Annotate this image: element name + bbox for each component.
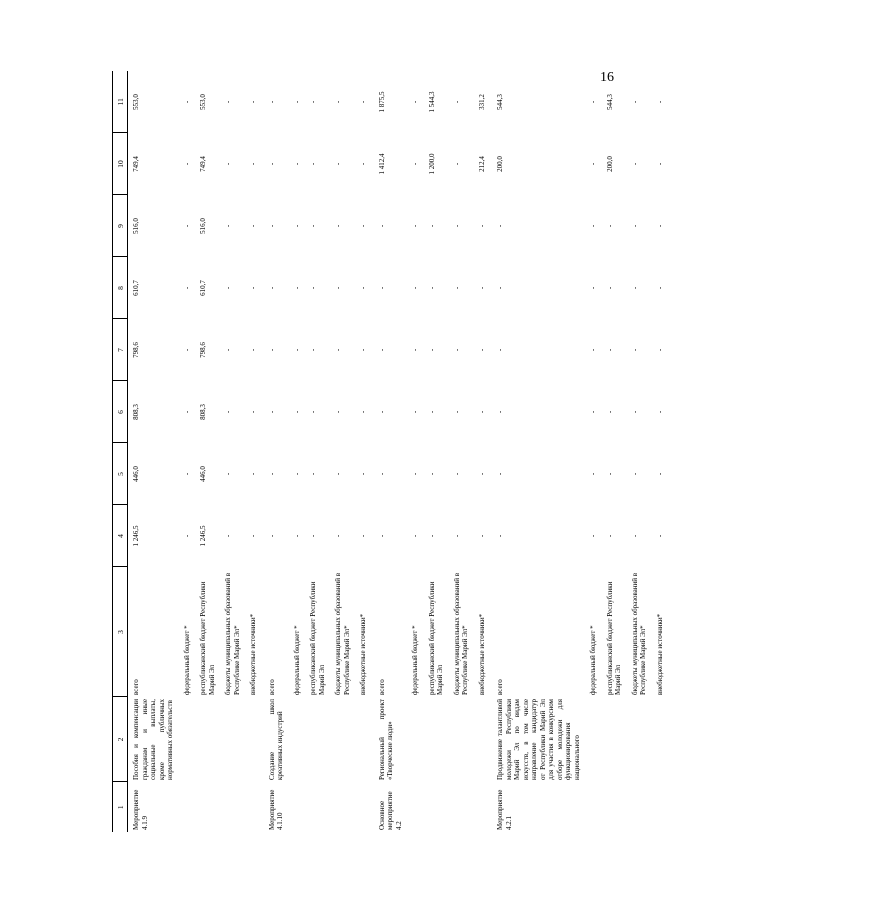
funding-source-cell: всего [132, 679, 140, 695]
row-code-cell [451, 782, 476, 832]
table-row [307, 71, 332, 832]
funding-source-cell: федеральный бюджет * [292, 625, 301, 695]
value-cell: - [359, 224, 367, 228]
value-cell: - [477, 472, 486, 476]
value-cell: - [334, 286, 342, 290]
value-cell: - [630, 410, 639, 414]
value-cell: - [334, 348, 342, 352]
value-cell: - [309, 286, 317, 290]
value-cell: - [477, 348, 486, 352]
row-name-cell [181, 697, 198, 782]
value-cell: - [292, 472, 301, 476]
value-cell: - [452, 348, 461, 352]
value-cell: - [224, 410, 232, 414]
value-cell: - [359, 410, 367, 414]
value-cell: - [496, 286, 504, 290]
value-cell: - [309, 348, 317, 352]
row-code-cell [629, 782, 654, 832]
value-cell: - [359, 286, 367, 290]
value-cell: - [267, 410, 276, 414]
table-row [654, 71, 671, 832]
table-row [357, 71, 374, 832]
value-cell: - [182, 100, 191, 104]
value-cell: - [630, 534, 639, 538]
value-cell: - [334, 410, 342, 414]
funding-source-cell: республиканский бюджет Республики Марий Эл [199, 581, 216, 695]
value-cell: - [477, 534, 486, 538]
value-cell: - [309, 472, 317, 476]
value-cell: - [292, 348, 301, 352]
funding-source-cell: федеральный бюджет * [182, 625, 191, 695]
value-cell: - [309, 162, 317, 166]
value-cell: - [655, 472, 664, 476]
value-cell: - [359, 100, 367, 104]
value-cell: - [589, 410, 597, 414]
value-cell: - [411, 472, 419, 476]
value-cell: - [359, 534, 367, 538]
funding-source-cell: всего [267, 679, 276, 695]
funding-source-cell: республиканский бюджет Республики Марий Эл [427, 581, 444, 695]
table-row [604, 71, 629, 832]
row-code-cell: Мероприятие 4.2.1 [496, 789, 513, 830]
value-cell: 798,6 [132, 342, 140, 358]
value-cell: - [249, 224, 257, 228]
row-name-cell [654, 697, 671, 782]
value-cell: 610,7 [199, 280, 207, 296]
value-cell: - [427, 286, 436, 290]
row-name-cell [247, 697, 264, 782]
value-cell: - [377, 472, 386, 476]
value-cell: 544,3 [496, 94, 504, 110]
row-name-cell [307, 697, 332, 782]
row-name-cell [451, 697, 476, 782]
value-cell: - [292, 410, 301, 414]
value-cell: - [589, 224, 597, 228]
value-cell: - [182, 348, 191, 352]
table-row [332, 71, 357, 832]
funding-source-cell: внебюджетные источники* [249, 613, 257, 695]
value-cell: - [496, 534, 504, 538]
value-cell: - [267, 100, 276, 104]
value-cell: - [377, 410, 386, 414]
value-cell: - [182, 286, 191, 290]
row-code-cell: Мероприятие 4.1.10 [267, 789, 284, 830]
table-row [409, 71, 426, 832]
value-cell: - [292, 286, 301, 290]
value-cell: 516,0 [132, 218, 140, 234]
value-cell: - [605, 286, 614, 290]
value-cell: - [249, 410, 257, 414]
value-cell: - [655, 348, 664, 352]
value-cell: - [334, 162, 342, 166]
row-code-cell: Основное мероприятие 4.2 [377, 791, 403, 830]
row-code-cell [222, 782, 247, 832]
value-cell: - [427, 534, 436, 538]
value-cell: - [496, 472, 504, 476]
value-cell: - [605, 472, 614, 476]
value-cell: - [655, 534, 664, 538]
value-cell: - [292, 162, 301, 166]
funding-source-cell: федеральный бюджет * [589, 625, 597, 695]
value-cell: - [224, 472, 232, 476]
value-cell: - [605, 224, 614, 228]
value-cell: - [249, 348, 257, 352]
column-header: 10 [113, 133, 128, 195]
value-cell: - [224, 224, 232, 228]
value-cell: - [224, 162, 232, 166]
value-cell: - [292, 534, 301, 538]
table-row [128, 71, 181, 832]
value-cell: - [411, 348, 419, 352]
value-cell: - [249, 534, 257, 538]
value-cell: - [452, 410, 461, 414]
column-header: 3 [113, 567, 128, 697]
table-row [264, 71, 291, 832]
row-code-cell [587, 782, 604, 832]
value-cell: - [249, 286, 257, 290]
row-name-cell [291, 697, 308, 782]
column-header: 4 [113, 505, 128, 567]
value-cell: - [182, 472, 191, 476]
value-cell: - [359, 162, 367, 166]
value-cell: - [630, 162, 639, 166]
value-cell: - [309, 410, 317, 414]
value-cell: - [267, 348, 276, 352]
value-cell: - [630, 348, 639, 352]
row-name-cell [357, 697, 374, 782]
value-cell: - [411, 410, 419, 414]
value-cell: 1 875,5 [377, 91, 386, 113]
value-cell: - [655, 286, 664, 290]
value-cell: - [411, 162, 419, 166]
value-cell: 808,3 [199, 404, 207, 420]
table-row [197, 71, 222, 832]
value-cell: - [182, 410, 191, 414]
value-cell: 446,0 [199, 466, 207, 482]
value-cell: 798,6 [199, 342, 207, 358]
value-cell: - [589, 162, 597, 166]
value-cell: 610,7 [132, 280, 140, 296]
value-cell: - [589, 286, 597, 290]
funding-source-cell: федеральный бюджет * [411, 625, 419, 695]
row-name-cell [604, 697, 629, 782]
value-cell: - [605, 534, 614, 538]
funding-source-cell: внебюджетные источники* [477, 613, 486, 695]
value-cell: - [359, 348, 367, 352]
value-cell: - [334, 534, 342, 538]
value-cell: - [359, 472, 367, 476]
value-cell: 1 200,0 [427, 153, 436, 175]
value-cell: - [630, 224, 639, 228]
row-code-cell [357, 782, 374, 832]
value-cell: - [224, 100, 232, 104]
value-cell: - [496, 224, 504, 228]
table-row [374, 71, 410, 832]
value-cell: - [309, 534, 317, 538]
column-header: 6 [113, 381, 128, 443]
budget-table [112, 71, 670, 832]
row-code-cell: Мероприятие 4.1.9 [132, 789, 149, 830]
value-cell: - [655, 162, 664, 166]
value-cell: - [477, 286, 486, 290]
value-cell: - [182, 534, 191, 538]
table-row [629, 71, 654, 832]
value-cell: - [267, 162, 276, 166]
value-cell: 749,4 [132, 156, 140, 172]
table-body [128, 71, 671, 832]
row-code-cell [307, 782, 332, 832]
value-cell: - [589, 348, 597, 352]
value-cell: 1 246,5 [199, 525, 207, 547]
value-cell: - [292, 100, 301, 104]
value-cell: - [427, 410, 436, 414]
value-cell: - [630, 100, 639, 104]
row-code-cell [476, 782, 493, 832]
funding-source-cell: внебюджетные источники* [359, 613, 367, 695]
column-header: 7 [113, 319, 128, 381]
column-header: 9 [113, 195, 128, 257]
funding-source-cell: всего [496, 679, 504, 695]
row-code-cell [291, 782, 308, 832]
value-cell: - [427, 224, 436, 228]
row-code-cell [604, 782, 629, 832]
value-cell: - [477, 224, 486, 228]
rotated-table-area [112, 72, 872, 830]
value-cell: - [334, 224, 342, 228]
value-cell: 553,0 [199, 94, 207, 110]
header-row [113, 71, 128, 832]
column-header: 5 [113, 443, 128, 505]
row-code-cell [247, 782, 264, 832]
row-code-cell [409, 782, 426, 832]
value-cell: - [589, 534, 597, 538]
table-row [247, 71, 264, 832]
funding-source-cell: внебюджетные источники* [655, 613, 664, 695]
column-header: 1 [113, 782, 128, 832]
row-name-cell: Региональный проект «Творческие люди» [377, 699, 394, 780]
value-cell: - [224, 534, 232, 538]
value-cell: - [589, 472, 597, 476]
value-cell: - [630, 472, 639, 476]
value-cell: - [452, 162, 461, 166]
row-name-cell: Продвижение талантливой молодежи Республики Марий Эл по видам искусств, в том числе направление кандидатур от Республики Марий Эл для участия в конкурсном отборе молодежи для функционирования национального [496, 699, 581, 780]
table-row [181, 71, 198, 832]
value-cell: - [377, 534, 386, 538]
value-cell: - [267, 286, 276, 290]
value-cell: - [377, 224, 386, 228]
value-cell: 331,2 [477, 94, 486, 110]
row-name-cell [476, 697, 493, 782]
value-cell: - [292, 224, 301, 228]
value-cell: 200,0 [496, 156, 504, 172]
value-cell: - [249, 100, 257, 104]
row-name-cell: Создание школ креативных индустрий [267, 699, 284, 780]
table-row [476, 71, 493, 832]
value-cell: - [267, 224, 276, 228]
value-cell: - [249, 162, 257, 166]
value-cell: - [427, 348, 436, 352]
value-cell: - [477, 410, 486, 414]
funding-source-cell: республиканский бюджет Республики Марий Эл [309, 581, 326, 695]
value-cell: - [655, 224, 664, 228]
value-cell: 446,0 [132, 466, 140, 482]
value-cell: - [496, 348, 504, 352]
value-cell: 544,3 [605, 94, 614, 110]
value-cell: - [411, 100, 419, 104]
value-cell: 808,3 [132, 404, 140, 420]
value-cell: - [452, 100, 461, 104]
funding-source-cell: всего [377, 679, 386, 695]
value-cell: - [267, 472, 276, 476]
value-cell: - [224, 348, 232, 352]
value-cell: - [182, 162, 191, 166]
row-name-cell [409, 697, 426, 782]
value-cell: 1 246,5 [132, 525, 140, 547]
funding-source-cell: бюджеты муниципальных образований в Республике Марий Эл* [334, 572, 351, 695]
row-code-cell [197, 782, 222, 832]
page-number: 16 [600, 70, 614, 85]
value-cell: - [496, 410, 504, 414]
value-cell: - [309, 224, 317, 228]
value-cell: 212,4 [477, 156, 486, 172]
funding-source-cell: республиканский бюджет Республики Марий Эл [605, 581, 622, 695]
value-cell: - [655, 410, 664, 414]
row-name-cell [222, 697, 247, 782]
row-name-cell [426, 697, 451, 782]
column-header: 8 [113, 257, 128, 319]
value-cell: - [411, 286, 419, 290]
row-code-cell [654, 782, 671, 832]
column-header: 2 [113, 697, 128, 782]
value-cell: - [452, 224, 461, 228]
row-name-cell [197, 697, 222, 782]
table-row [492, 71, 587, 832]
row-name-cell: Пособия и компенсации гражданам и иные социальные выплаты, кроме публичных нормативных обязательств [132, 699, 174, 780]
funding-source-cell: бюджеты муниципальных образований в Республике Марий Эл* [630, 572, 647, 695]
value-cell: - [452, 472, 461, 476]
table-row [587, 71, 604, 832]
value-cell: - [377, 348, 386, 352]
value-cell: - [655, 100, 664, 104]
funding-source-cell: бюджеты муниципальных образований в Республике Марий Эл* [224, 572, 241, 695]
value-cell: 1 544,3 [427, 91, 436, 113]
column-header: 11 [113, 71, 128, 133]
table-container [112, 72, 664, 832]
row-name-cell [332, 697, 357, 782]
funding-source-cell: бюджеты муниципальных образований в Республике Марий Эл* [452, 572, 469, 695]
value-cell: - [630, 286, 639, 290]
value-cell: - [309, 100, 317, 104]
value-cell: - [411, 224, 419, 228]
value-cell: - [267, 534, 276, 538]
value-cell: - [182, 224, 191, 228]
value-cell: 516,0 [199, 218, 207, 234]
value-cell: - [334, 100, 342, 104]
value-cell: - [377, 286, 386, 290]
table-row [426, 71, 451, 832]
value-cell: 1 412,4 [377, 153, 386, 175]
value-cell: - [334, 472, 342, 476]
row-code-cell [332, 782, 357, 832]
value-cell: - [411, 534, 419, 538]
value-cell: - [452, 534, 461, 538]
table-row [291, 71, 308, 832]
row-code-cell [181, 782, 198, 832]
value-cell: - [249, 472, 257, 476]
value-cell: 749,4 [199, 156, 207, 172]
table-row [451, 71, 476, 832]
row-name-cell [629, 697, 654, 782]
value-cell: 200,0 [605, 156, 614, 172]
value-cell: - [589, 100, 597, 104]
value-cell: - [427, 472, 436, 476]
row-code-cell [426, 782, 451, 832]
table-row [222, 71, 247, 832]
row-name-cell [587, 697, 604, 782]
value-cell: - [605, 348, 614, 352]
value-cell: - [605, 410, 614, 414]
value-cell: - [224, 286, 232, 290]
value-cell: 553,0 [132, 94, 140, 110]
value-cell: - [452, 286, 461, 290]
